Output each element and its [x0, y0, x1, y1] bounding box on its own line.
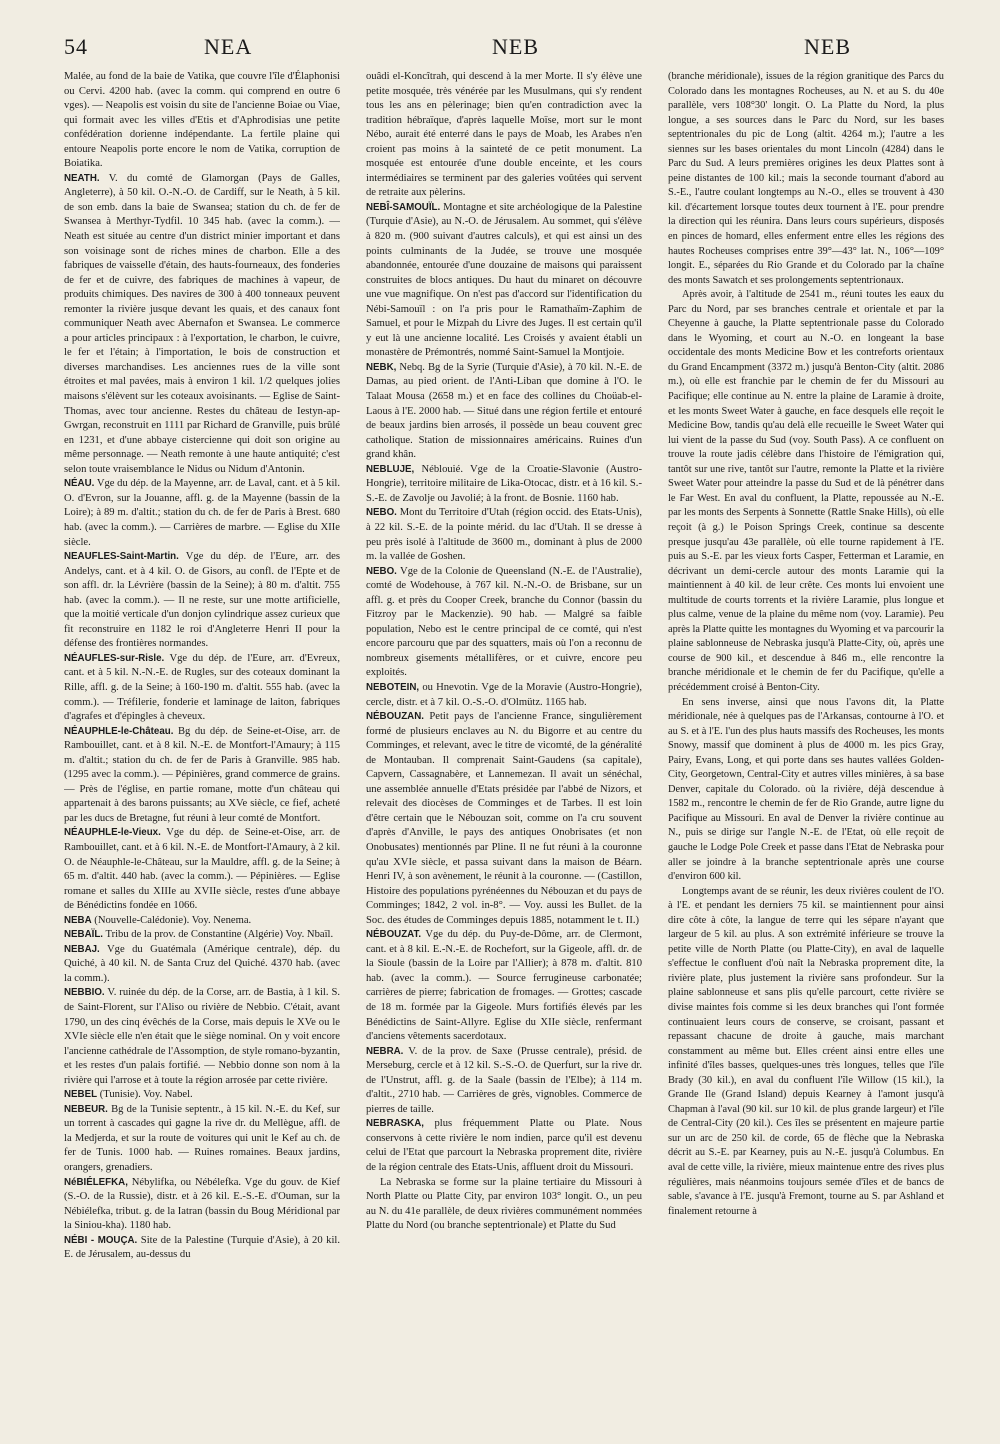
dictionary-entry	[366, 1045, 642, 1118]
entry-text: Petit pays de l'ancienne France, singulièrement formé de plusieurs enclaves au N. du Bigorre et au centre du Comminges, et relevant, avec le titre de vicomté, de la généralité de Montauban. Il comprenait Saint-Gaudens (sa capitale), Capvern, Cassagnabère, et Lannemezan. Il avait un sénéchal, une assemblée annuelle d'Etats présidée par l'abbé de Nizors, et relevait des diocèses de Comminges et de Tarbes. Il est loin d'être certain que le Nébouzan soit, comme on l'a cru souvent d'après d'Anville, le pays des antiques Onobrisates (et non Onobusates) mentionnés par Pline. Il ne fut réuni à la couronne qu'au XVIe siècle, et passa suivant dans la maison de Béarn. Henri IV, à son avènement, le réunit à la couronne. — (Castillon, Histoire des populations pyrénéennes du Nébouzan et du pays de Comminges; 1842, 2 vol. in-8°. — Voy. aussi les Bullet. de la Soc. des études de Comminges depuis 1885, notamment le t. II.)	[366, 711, 642, 926]
entry-headword: NEBO.	[366, 507, 397, 519]
entry-paragraph	[668, 70, 944, 288]
dictionary-entry	[366, 506, 642, 564]
entry-headword: NÉBI - MOUÇA.	[64, 1234, 138, 1246]
entry-headword: NEBOTEIN,	[366, 681, 420, 693]
entry-paragraph	[668, 885, 944, 1220]
entry-text: (Tunisie). Voy. Nabel.	[99, 1089, 193, 1101]
dictionary-entry	[64, 1234, 340, 1263]
entry-text: ou Hnevotin. Vge de la Moravie (Austro-Hongrie), cercle, distr. et à 7 kil. O.-S.-O. d'Olmütz. 1165 hab.	[366, 681, 642, 708]
entry-headword: NEBO.	[366, 565, 397, 577]
entry-text: La Nebraska se forme sur la plaine tertiaire du Missouri à North Platte ou Platte City, par environ 103° longit. O., un peu au N. du 41e parallèle, de deux rivières communément nommées Platte du Nord (ou branche septentrionale) et Platte du Sud	[366, 1176, 642, 1232]
dictionary-entry	[64, 914, 340, 929]
entry-headword: NÉAUFLES-sur-Risle.	[64, 652, 165, 664]
dictionary-entry	[64, 826, 340, 913]
entry-text: Bg de la Tunisie septentr., à 15 kil. N.-E. du Kef, sur un torrent à cascades qui gagne la rive dr. du Mellègue, affl. de la Medjerda, et sur la route de voitures qui unit le Kef au ch. de fer de Tunis. 1000 hab. — Ruines romaines. Beaux jardins, orangers, grenadiers.	[64, 1103, 340, 1174]
entry-text: Vge de la Colonie de Queensland (N.-E. de l'Australie), comté de Wodehouse, à 767 kil. N.-N.-O. de Brisbane, sur un affl. g. et près du Cooper Creek, branche du Connor (bassin du Fitzroy par le Mackenzie). 90 hab. — Malgré sa faible population, Nebo est le centre principal de ce comté, qui n'est encore parcouru que par des squatters, mais où l'on a reconnu de nombreux gisements métallifères, or et cuivre, encore peu exploités.	[366, 565, 642, 679]
entry-paragraph	[668, 288, 944, 695]
entry-headword: NéBIÉLEFKA,	[64, 1176, 128, 1188]
dictionary-entry	[366, 361, 642, 463]
entry-text: Nebq. Bg de la Syrie (Turquie d'Asie), à 70 kil. N.-E. de Damas, au pied orient. de l'Anti-Liban que domine à l'O. le Talaat Mousa (2658 m.) et en face des collines du Choüab-el-Laous à l'E. 2000 hab. — Situé dans une région fertile et entouré de beaux jardins bien arrosés, il possède un beau couvent grec catholique. Station de missionnaires américains. Ruines d'un grand khân.	[366, 361, 642, 461]
entry-headword: NEBK,	[366, 361, 397, 373]
entry-headword: NÉBOUZAT.	[366, 929, 422, 941]
entry-text: Nébylifka, ou Nébélefka. Vge du gouv. de Kief (S.-O. de la Russie), distr. et à 26 kil. E.-S.-E. d'Ouman, sur la Nébiélefka, tribut. g. de la Iatran (bassin du Boug Méridional par la Siniou-kha). 1180 hab.	[64, 1176, 340, 1232]
entry-text: Tribu de la prov. de Constantine (Algérie) Voy. Nbaïl.	[105, 929, 334, 941]
dictionary-entry	[366, 681, 642, 710]
dictionary-entry	[366, 201, 642, 361]
entry-headword: NÉAUPHLE-le-Vieux.	[64, 827, 161, 839]
page-number: 54	[64, 34, 88, 59]
dictionary-entry	[366, 463, 642, 507]
entry-text: V. ruinée du dép. de la Corse, arr. de Bastia, à 1 kil. S. de Saint-Florent, sur l'Aliso ou rivière de Nebbio. C'était, avant 1790, un des cinq évêchés de la Corse, mais depuis le XVe ou le XVIe siècle elle n'en était que le siège nominal. On y voit encore l'ancienne cathédrale de l'Assomption, de style romano-byzantin, et les restes d'un palais fortifié. — Nebbio donne son nom à la rivière qui l'arrose et à toute la région arrosée par cette rivière.	[64, 987, 340, 1086]
entry-headword: NEBEL	[64, 1089, 98, 1101]
entry-text: Vge du Guatémala (Amérique centrale), dép. du Quiché, à 40 kil. N. de Santa Cruz del Quiché. 4370 hab. (avec la comm.).	[64, 943, 340, 984]
entry-text: (branche méridionale), issues de la région granitique des Parcs du Colorado dans les montagnes Rocheuses, au N. et au S. du 40e parallèle, vers 108°30' longit. O. La Platte du Nord, la plus longue, a ses sources dans le Parc du Nord, sur les bases septentrionales du pic de Long (altit. 4264 m.); l'autre a les siennes sur les bases orientales du mont Lincoln (4284) dans le Parc du Sud. A leurs premières origines les deux Plattes sont à peine distantes de 100 kil.; mais la seconde tournant d'abord au S.-E., l'autre coulant longtemps au N.-O., elles se trouvent à 430 kil. d'écartement lorsque toutes deux tournent à l'E. pour prendre la direction qui les réunira. Dans leurs cours supérieurs, disposés en pinces de homard, elles enferment entre elles les régions des hautes Rocheuses comprises entre 39°—43° lat. N., 106°—109° longit. E., séparées du Rio Grande et du Colorado par la chaîne des monts Sawatch et ses prolongements septentrionaux.	[668, 71, 944, 286]
entry-text: Site de la Palestine (Turquie d'Asie), à 20 kil. E. de Jérusalem, au-dessus du	[64, 1234, 340, 1261]
entry-paragraph	[668, 696, 944, 885]
entry-text: En sens inverse, ainsi que nous l'avons dit, la Platte méridionale, née à quelques pas de l'Arkansas, contourne à l'O. et au S. et à l'E. l'un des plus hauts massifs des Rocheuses, les monts Snowy, massif que dominent à plus de 4000 m. les pics Gray, Pairy, Evans, Long, et qui porte dans ses hautes vallées Golden-City, Georgetown, Central-City et autres villes minières, à sa base Denver, capitale du Colorado. où la rivière, déjà descendue à 1582 m., rencontre le chemin de fer de Rio Grande, autre ligne du Pacifique au Missouri. En aval de Denver la rivière continue au N., puis se dirige sur l'angle N.-E. de l'Etat, où elle reçoit de gauche le Lodge Pole Creek et passe dans l'Etat de Nebraska pour aller se joindre à la branche septentrionale après une course d'environ 600 kil.	[668, 696, 944, 883]
dictionary-entry	[64, 928, 340, 943]
entry-paragraph	[64, 70, 340, 172]
dictionary-entry	[366, 1117, 642, 1175]
entry-headword: NEBAÏL.	[64, 929, 103, 941]
running-header	[64, 34, 944, 68]
entry-text: (Nouvelle-Calédonie). Voy. Nenema.	[94, 914, 252, 926]
entry-text: Néblouié. Vge de la Croatie-Slavonie (Austro-Hongrie), territoire militaire de Lika-Otocac, distr. et à 16 kil. S.-S.-E. de Zavolje ou Javolié; à la front. de Bosnie. 1160 hab.	[366, 463, 642, 504]
dictionary-entry	[64, 725, 340, 827]
dictionary-entry	[64, 943, 340, 987]
entry-headword: NEBBIO.	[64, 987, 105, 999]
entry-text: Vge du dép. du Puy-de-Dôme, arr. de Clermont, cant. et à 8 kil. E.-N.-E. de Rochefort, sur la Gigeole, affl. dr. de la Sioule (bassin de la Loire par l'Allier); à 878 m. d'altit. 810 hab. (avec la comm.). — Source ferrugineuse carbonatée; carrières de pierre; fabrication de fromages. — Grottes; cascade de 18 m. formée par la Gigeole. Murs fortifiés élevés par les Bénédictins de Saint-Allyre. Eglise du XIIe siècle, renfermant d'anciens vêtements sacerdotaux.	[366, 929, 642, 1043]
entry-text: Malée, au fond de la baie de Vatika, que couvre l'île d'Élaphonisi ou Cervi. 4200 hab. (avec la comm. qui comprend en outre 6 vges). — Neapolis est voisin du site de l'ancienne Boiae ou Viae, qui formait avec les villes d'Etis et d'Aphrodisias une petite confédération dorienne indépendante. La fertile plaine qui entoure Neapolis porte encore le nom de Vatika, corruption de Boiatika.	[64, 71, 340, 170]
entry-text: plus fréquemment Platte ou Plate. Nous conservons à cette rivière le nom indien, parce qu'il est devenu celui de l'Etat que parcourt la Nebraska proprement dite, rivière de la région centrale des Etats-Unis, affluent droit du Missouri.	[366, 1118, 642, 1174]
entry-text: Vge du dép. de l'Eure, arr. des Andelys, cant. et à 4 kil. O. de Gisors, au confl. de l'Epte et de son affl. dr. la Lévrière (bassin de la Seine); à 80 m. d'altit. 755 hab. (avec la comm.). — Il ne reste, sur une motte artificielle, que la moitié verticale d'un donjon cylindrique assez curieux que fit reconstruire en 1182 le roi d'Angleterre Henri II pour la défense des frontières normandes.	[64, 551, 340, 650]
dictionary-entry	[366, 565, 642, 681]
entry-headword: NEATH.	[64, 172, 100, 184]
header-left-guide-word: NEA	[204, 34, 253, 59]
entry-headword: NEBLUJE,	[366, 463, 415, 475]
entry-headword: NÉAUPHLE-le-Château.	[64, 725, 174, 737]
entry-headword: NEBRA.	[366, 1045, 404, 1057]
dictionary-entry	[366, 928, 642, 1044]
entry-text: V. de la prov. de Saxe (Prusse centrale), présid. de Merseburg, cercle et à 12 kil. S.-S.-O. de Querfurt, sur la rive dr. de l'Unstrut, affl. g. de la Saale (bassin de l'Elbe); à 114 m. d'altit., 2710 hab. — Carrières de grès, vignobles. Commerce de pierres de taille.	[366, 1045, 642, 1115]
dictionary-entry	[64, 1088, 340, 1103]
entry-headword: NEBA	[64, 914, 92, 926]
entry-text: Montagne et site archéologique de la Palestine (Turquie d'Asie), au N.-O. de Jérusalem. Au sommet, qui s'élève à 820 m. (900 suivant d'autres calculs), et qui est ainsi un des points culminants de la Judée, se trouve une mosquée abandonnée, entourée d'une douzaine de maisons qui paraissent construites de blocs antiques. Du haut du minaret on découvre une vue magnifique. On n'est pas d'accord sur l'identification du Nébi-Samouïl : on l'a pris pour le Ramathaïm-Zaphim de Samuel, et pour le Mizpah du Livre des Juges. Il est certain qu'il y eut là une ancienne localité. Les Croisés y avaient établi un monastère de Prémontrés, nommé Saint-Samuel la Montjoie.	[366, 201, 642, 359]
text-column-1	[64, 70, 340, 1415]
dictionary-entry	[64, 986, 340, 1088]
entry-text: Vge du dép. de la Mayenne, arr. de Laval, cant. et à 5 kil. O. d'Evron, sur la Jouanne, affl. g. de la Mayenne (bassin de la Loire); à 89 m. d'altit.; station du ch. de fer de Paris à Brest. 680 hab. (avec la comm.). — Carrières de marbre. — Eglise du XIIe siècle.	[64, 478, 340, 548]
entry-headword: NÉBOUZAN.	[366, 711, 424, 723]
header-right-guide-word: NEB	[804, 34, 851, 59]
entry-text: V. du comté de Glamorgan (Pays de Galles, Angleterre), à 50 kil. O.-N.-O. de Cardiff, sur le Neath, à 5 kil. de son emb. dans la baie de Swansea; station du ch. de fer de Swansea à Merthyr-Tydfil. 10 345 hab. (avec la comm.). — Neath est située au centre d'un district minier important et dans son voisinage sont de riches mines de charbon. Elle a des fabriques de vaisselle d'étain, des hauts-fourneaux, des fonderies de fer et de cuivre, des fabriques de machines à vapeur, de produits chimiques. Des navires de 300 à 400 tonneaux peuvent remonter la rivière jusque devant les quais, et des canaux font communiquer Neath avec Abernafon et Swansea. Le commerce a pour articles principaux : à l'exportation, le charbon, le cuivre, le fer et l'étain; à l'importation, le bois de construction et diverses marchandises. Les anciennes rues de la ville sont étroites et mal pavées, mais à environ 1 kil. 1/2 quelques jolies maisons s'élèvent sur les coteaux avoisinants. — Eglise de Saint-Thomas, avec tour ancienne. Restes du château de Iestyn-ap-Gwrgan, reconstruit en 1111 par Richard de Granville, puis brûlé en 1231, et d'une abbaye cistercienne qui doit son origine au même personnage. — Neath remonte à une haute antiquité; c'est selon toute vraisemblance le Nidus ou Nidum d'Antonin.	[64, 172, 340, 475]
entry-paragraph	[366, 70, 642, 201]
dictionary-entry	[64, 477, 340, 550]
entry-text: Après avoir, à l'altitude de 2541 m., réuni toutes les eaux du Parc du Nord, par ses branches centrale et orientale et par la Cheyenne à gauche, la Platte septentrionale passe du Colorado dans le Wyoming, et court au N.-O. en longeant la base occidentale des monts Medicine Bow et les contreforts orientaux du Grand Encampment (3372 m.) jusqu'à Benton-City (altit. 2086 m.), où elle est franchie par le chemin de fer du Missouri au Pacifique; elle continue au N. entre la plaine de Laramie à droite, et les monts Sweet Water à gauche, en face desquels elle reçoit le Medicine Bow, tandis qu'au delà elle recueille le Sweet Water qui lui vient de la passe du Sud (voy. South Pass). A ce confluent on trouve la route jadis célèbre dans l'histoire de l'émigration qui, tantôt sur une rive, tantôt sur l'autre, remonte la Platte et la rivière Sweet Water pour atteindre la passe du Sud et de là pénétrer dans le Far West. En aval du confluent, la Platte, repoussée au N.-E. par les monts des Serpents à Sonnette (Rattle Snake Hills), où elle reçoit (à g.) le Poison Springs Creek, continue sa descente presque jusqu'au 43e parallèle, où elle tourne rapidement à l'E. puis au S.-E. par les vieux forts Casper, Fetterman et Laramie, en décrivant un demi-cercle autour des monts Laramie qui la maintiennent à 40 kil. de leur crête. Ces monts lui envoient une multitude de courts torrents et la rivière Laramie, plus longue et plus calme, venue de la plaine du même nom (voy. Laramie). Peu après la Platte quitte les montagnes du Wyoming et va parcourir la plaine sablonneuse de Nebraska jusqu'à Platte-City, où, après une course de 900 kil., et descendue à 846 m., elle rencontre la branche méridionale et le chemin de fer du Pacifique, qu'elle a précédemment croisé à Benton-City.	[668, 289, 944, 693]
entry-headword: NEAUFLES-Saint-Martin.	[64, 551, 179, 563]
entry-paragraph	[366, 1176, 642, 1234]
entry-text: Mont du Territoire d'Utah (région occid. des Etats-Unis), à 22 kil. S.-E. de la pointe mérid. du lac d'Utah. Il se dresse à peu près isolé à l'altitude de 3600 m., dominant à plus de 2000 m. la vallée de Goshen.	[366, 507, 642, 563]
entry-headword: NÉAU.	[64, 478, 95, 490]
dictionary-entry	[64, 1103, 340, 1176]
header-center-guide-word: NEB	[492, 34, 539, 59]
dictionary-entry	[64, 550, 340, 652]
text-column-3	[668, 70, 944, 1415]
entry-text: ouâdi el-Koncîtrah, qui descend à la mer Morte. Il s'y élève une petite mosquée, très vénérée par les Musulmans, qui s'y rendent tous les ans en pèlerinage; bien qu'en contradiction avec la tradition hébraïque, d'après laquelle Moïse, mort sur le mont Nébo, aurait été enterré dans le pays de Moab, les Arabes n'en croient pas moins à la sainteté de ce petit monument. La mosquée est entourée d'une double enceinte, et les cours intermédiaires se terminent par des galeries voûtées qui servent de retraite aux pèlerins.	[366, 71, 642, 199]
dictionary-entry	[366, 710, 642, 928]
entry-headword: NEBEUR.	[64, 1103, 108, 1115]
entry-text: Vge du dép. de Seine-et-Oise, arr. de Rambouillet, cant. et à 6 kil. N.-E. de Montfort-l'Amaury, à 2 kil. O. de Néauphle-le-Château, sur la Mauldre, affl. g. de la Seine; à 65 m. d'altit. 440 hab. (avec la comm.). — Pépinières. — Eglise romane et salles du XIIIe au XVIIe siècle, restes d'une abbaye de Bénédictins fondée en 1066.	[64, 827, 340, 912]
entry-text: Bg du dép. de Seine-et-Oise, arr. de Rambouillet, cant. et à 8 kil. N.-E. de Montfort-l'Amaury; à 115 m. d'altit.; station du ch. de fer de Paris à Granville. 985 hab. (1295 avec la comm.). — Pépinières, grand commerce de grains. — Près de l'église, en partie romane, motte d'un château qui appartenait à des barons puissants; au XVe siècle, ce fief, acheté par les ducs de Bretagne, fut réuni à leur comté de Montfort.	[64, 725, 340, 824]
dictionary-entry	[64, 652, 340, 725]
dictionary-entry	[64, 1176, 340, 1234]
entry-headword: NEBÎ-SAMOUÏL.	[366, 201, 441, 213]
entry-text: Longtemps avant de se réunir, les deux rivières coulent de l'O. à l'E. et pendant les derniers 75 kil. se maintiennent pour ainsi dire côte à côte, la langue de terre qui les sépare n'ayant que largeur de 5 kil. au plus. A son extrémité inférieure se trouve la petite ville de North Platte (ou Platte-City), en aval de laquelle s'effectue le confluent d'où naît la Nebraska proprement dite, la rivière plate, plus justement la rivière sans profondeur. Sur la plaine sablonneuse et sans plis qu'elle parcourt, cette rivière se divise maintes fois comme si les deux branches qui l'ont formée continuaient leurs cours de conserve, se croisant, passant et repassant chacune de droite à gauche, mais marchant constamment au même but. Elles créent ainsi entre elles une infinité d'îles basses, quelques-unes très longues, telles que l'île Brady (30 kil.), en aval du confluent l'île Willow (15 kil.), la Grande Ile (Grand Island) depuis Kearney à l'amont jusqu'à Chapman à l'aval (90 kil. sur 10 kil. de plus grande largeur) et l'île de Central-City (20 kil.). Ces îles se présentent en majeure partie sur un arc de 250 kil. de corde, 65 de flèche que la Nebraska décrit au S.-E. par Kearney, puis au N.-E. jusqu'à Columbus. En aval de cette ville, la rivière, mieux maintenue entre des rives plus régulières, mais néanmoins toujours semée d'îles et de bancs de sable, s'avance à l'E. jusqu'à Fremont, tourne au S. par Ashland et finalement retourne à	[668, 885, 944, 1217]
text-column-2	[366, 70, 642, 1415]
entry-headword: NEBAJ.	[64, 943, 100, 955]
entry-text: Vge du dép. de l'Eure, arr. d'Evreux, cant. et à 5 kil. N.-N.-E. de Rugles, sur des coteaux dominant la Rille, affl. g. de la Seine; à 160-190 m. d'altit. 555 hab. (avec la comm.). — Tréfilerie, fonderie et laminage de laiton, fabriques d'agrafes et d'épingles à cheveux.	[64, 652, 340, 723]
dictionary-entry	[64, 172, 340, 477]
entry-headword: NEBRASKA,	[366, 1118, 424, 1130]
